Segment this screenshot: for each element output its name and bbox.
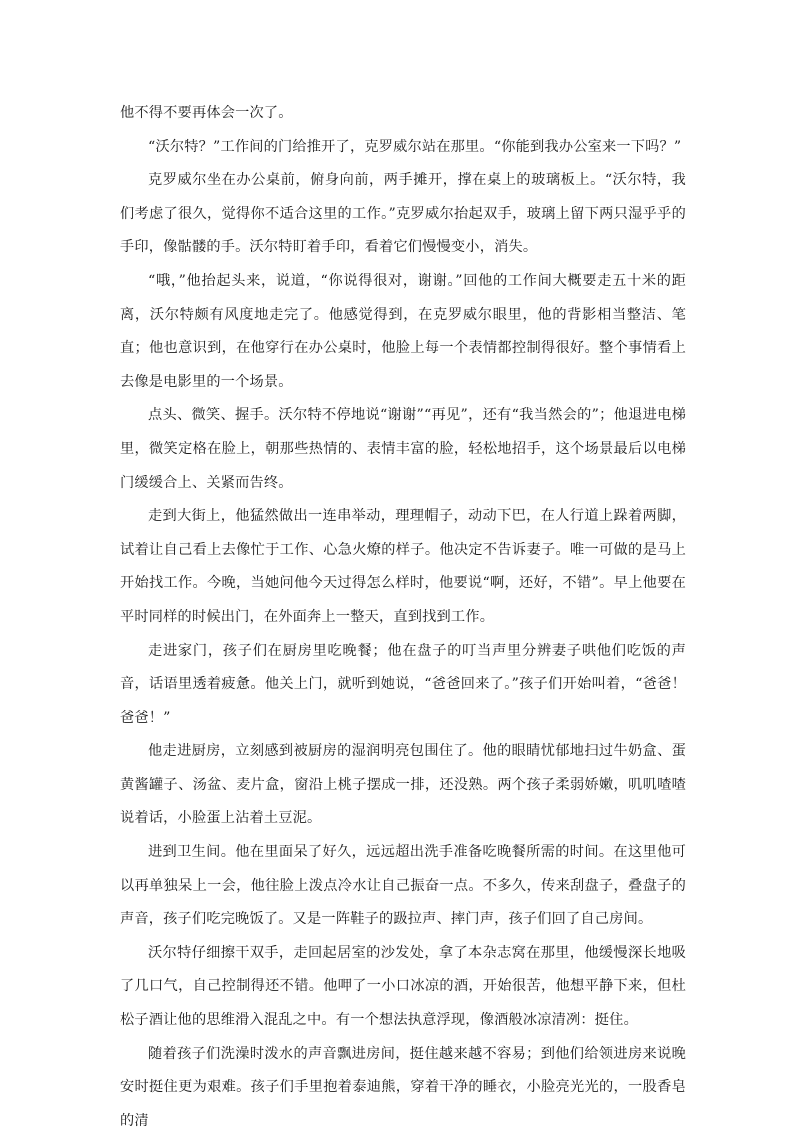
paragraph: 进到卫生间。他在里面呆了好久，远远超出洗手准备吃晚餐所需的时间。在这里他可以再单独呆上一会，他往脸上泼点冷水让自己振奋一点。不多久，传来刮盘子，叠盘子的声音，孩子们吃完晚饭了。又是一阵鞋子的趿拉声、摔门声，孩子们回了自己房间。 (120, 844, 686, 928)
paragraph: 他不得不要再体会一次了。 (120, 105, 293, 121)
paragraph: 他走进厨房，立刻感到被厨房的湿润明亮包围住了。他的眼睛忧郁地扫过牛奶盒、蛋黄酱罐子、汤盆、麦片盒，窗沿上桃子摆成一排，还没熟。两个孩子柔弱娇嫩，叽叽喳喳说着话，小脸蛋上沾着土豆泥。 (120, 743, 686, 827)
paragraph: 点头、微笑、握手。沃尔特不停地说“谢谢”“再见”，还有“我当然会的”；他退进电梯里，微笑定格在脸上，朝那些热情的、表情丰富的脸，轻松地招手，这个场景最后以电梯门缓缓合上、关紧而告终。 (120, 407, 686, 491)
paragraph: 随着孩子们洗澡时泼水的声音飘进房间，挺住越来越不容易；到他们给领进房来说晚安时挺住更为艰难。孩子们手里抱着泰迪熊，穿着干净的睡衣，小脸亮光光的，一股香皂的清 (120, 1045, 686, 1129)
paragraph: 走进家门，孩子们在厨房里吃晚餐；他在盘子的叮当声里分辨妻子哄他们吃饭的声音，话语里透着疲惫。他关上门，就听到她说，“爸爸回来了。”孩子们开始叫着，“爸爸！爸爸！” (120, 642, 686, 726)
paragraph: “哦，”他抬起头来，说道，“你说得很对，谢谢。”回他的工作间大概要走五十米的距离，沃尔特颇有风度地走完了。他感觉得到，在克罗威尔眼里，他的背影相当整洁、笔直；他也意识到，在他穿行在办公桌时，他脸上每一个表情都控制得很好。整个事情看上去像是电影里的一个场景。 (120, 272, 686, 390)
paragraph: “沃尔特？”工作间的门给推开了，克罗威尔站在那里。“你能到我办公室来一下吗？” (148, 138, 682, 155)
paragraph: 克罗威尔坐在办公桌前，俯身向前，两手摊开，撑在桌上的玻璃板上。“沃尔特，我们考虑了很久，觉得你不适合这里的工作。”克罗威尔抬起双手，玻璃上留下两只湿乎乎的手印，像骷髅的手。沃尔特盯着手印，看着它们慢慢变小，消失。 (120, 172, 686, 256)
paragraph: 走到大街上，他猛然做出一连串举动，理理帽子，动动下巴，在人行道上跺着两脚，试着让自己看上去像忙于工作、心急火燎的样子。他决定不告诉妻子。唯一可做的是马上开始找工作。今晚，当她问他今天过得怎么样时，他要说“啊，还好，不错”。早上他要在平时同样的时候出门，在外面奔上一整天，直到找到工作。 (120, 508, 686, 625)
paragraph: 沃尔特仔细擦干双手，走回起居室的沙发处，拿了本杂志窝在那里，他缓慢深长地吸了几口气，自己控制得还不错。他呷了一小口冰凉的酒，开始很苦，他想平静下来，但杜松子酒让他的思维滑入混乱之中。有一个想法执意浮现，像酒般冰凉清冽：挺住。 (120, 944, 686, 1029)
document-body (120, 97, 686, 1138)
